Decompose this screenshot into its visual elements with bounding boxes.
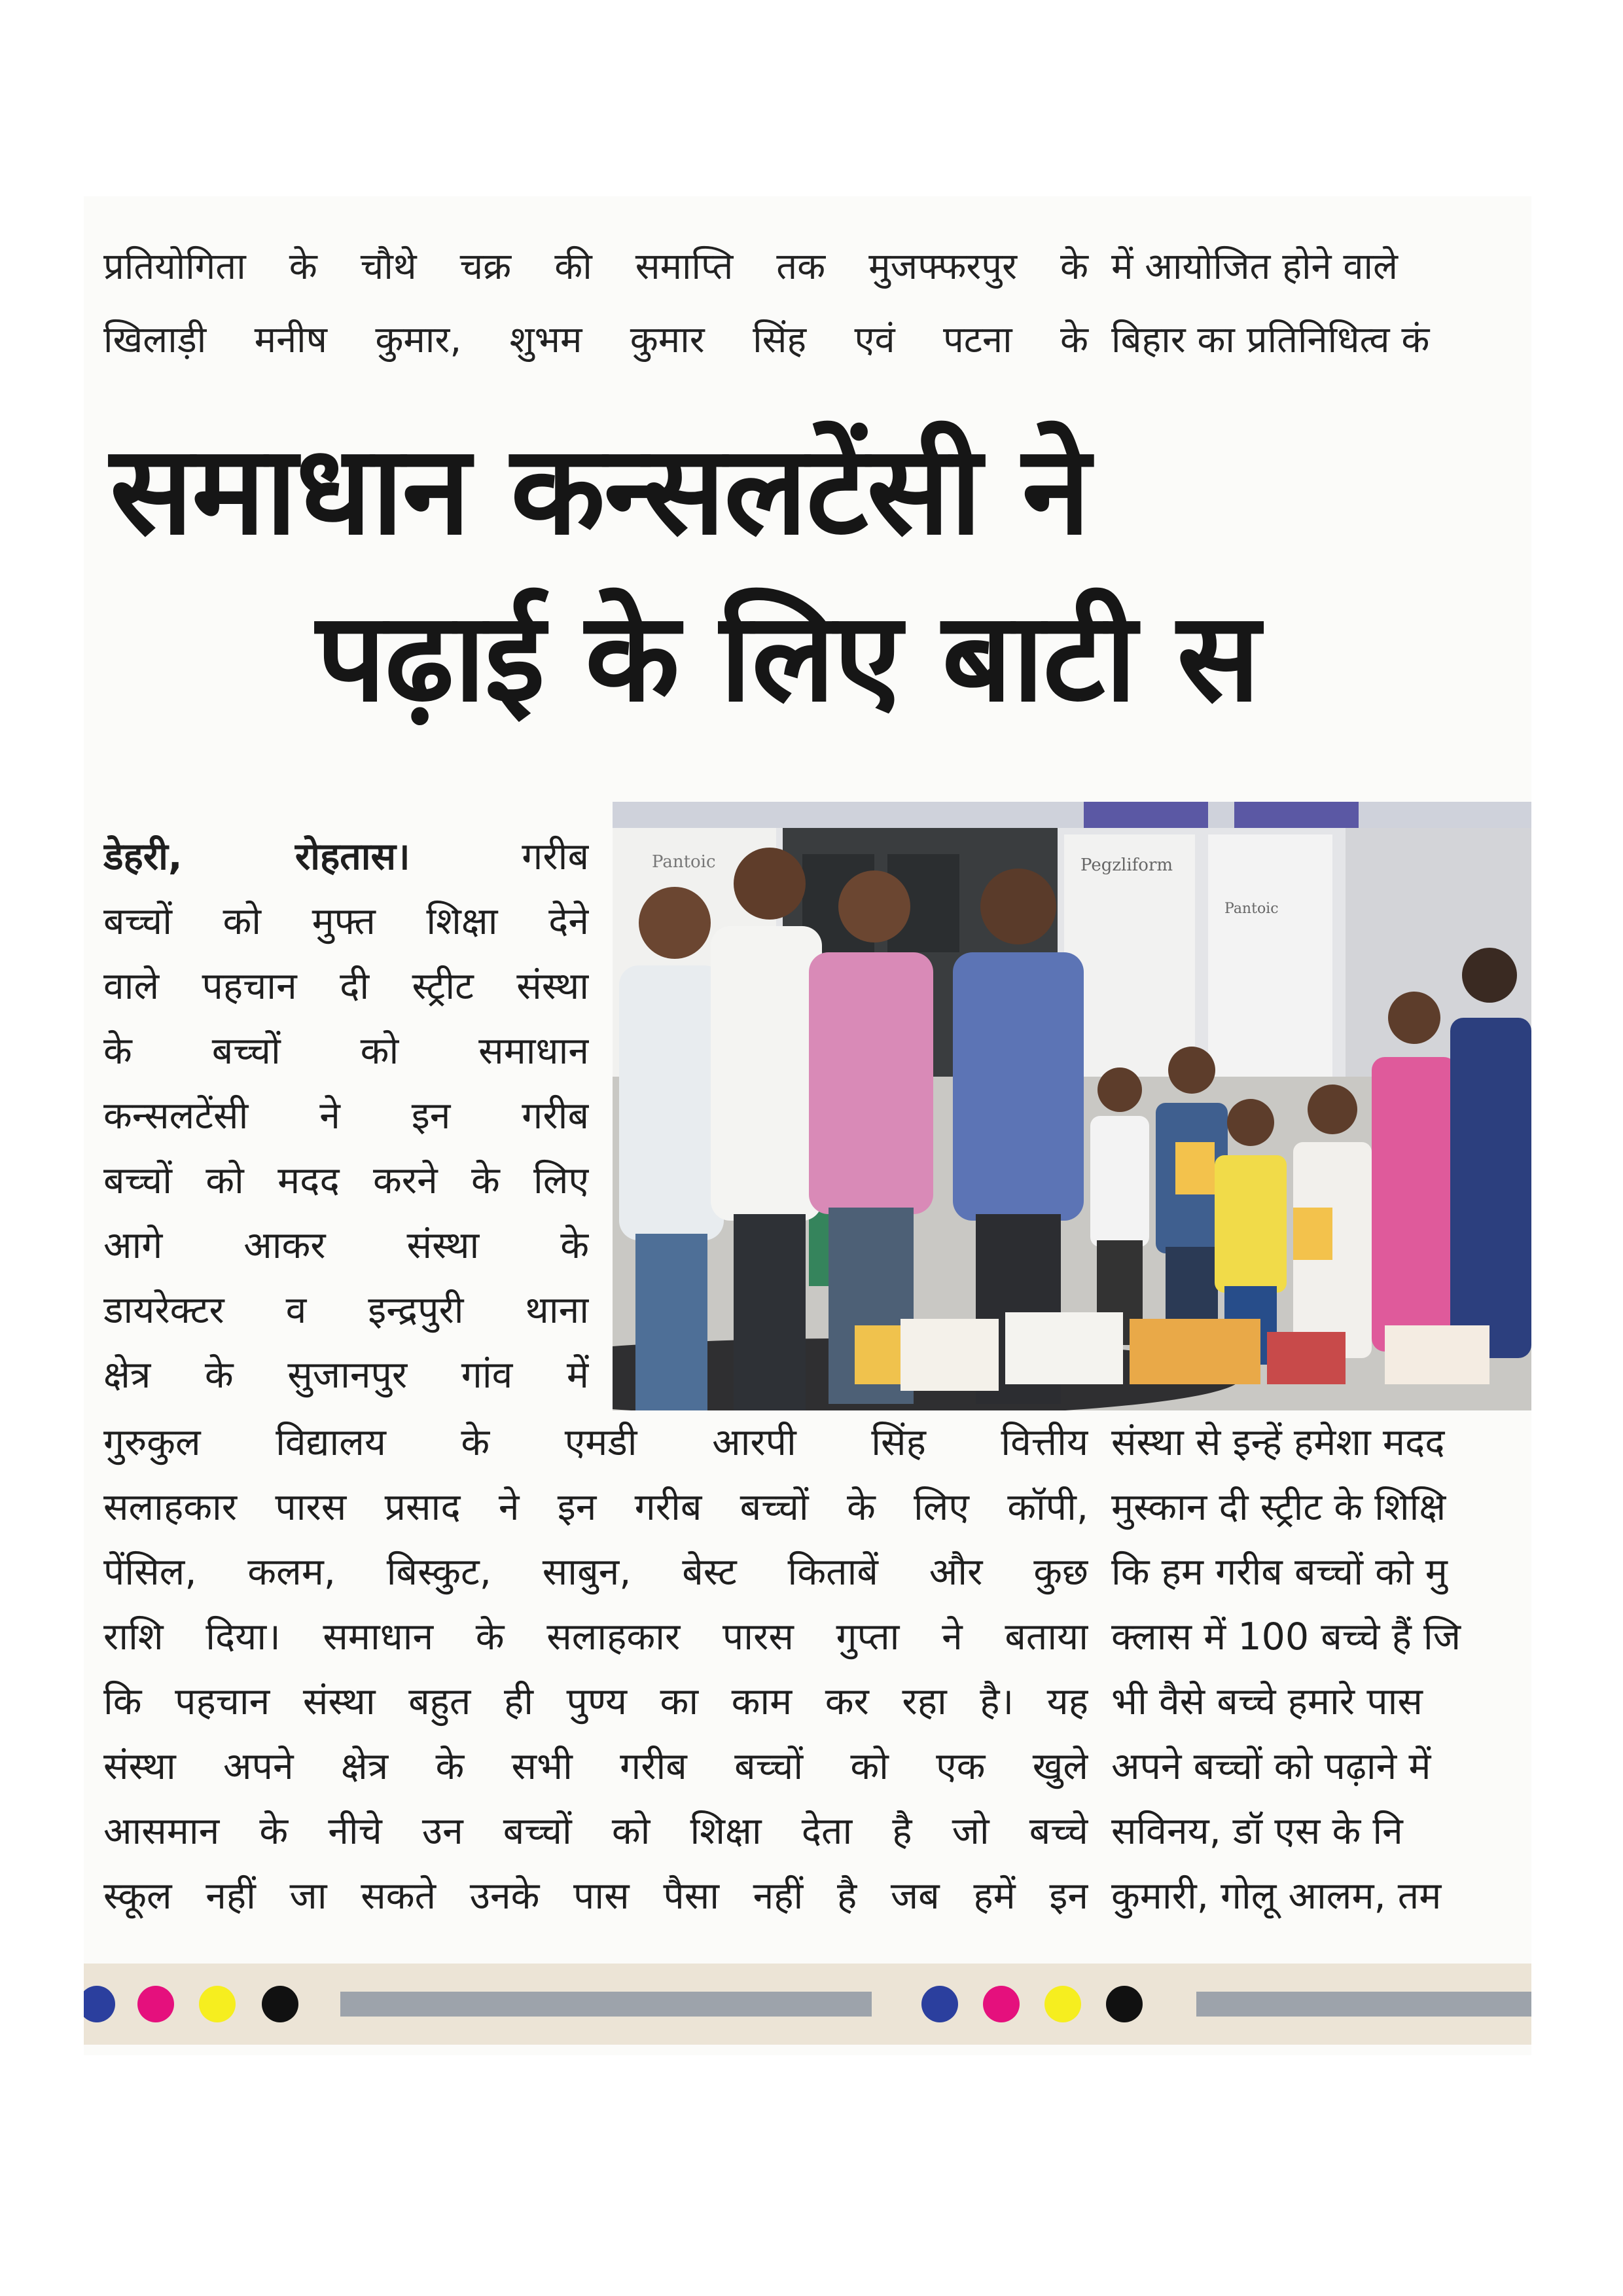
previous-article-right [1111,230,1531,377]
text-line: स्कूल नहीं जा सकते उनके पास पैसा नहीं है जब हमें इन [103,1874,1088,1918]
right-column [1111,1410,1531,1929]
text-line: में आयोजित होने वाले [1111,245,1399,288]
text-line: कन्सलटेंसी ने इन गरीब [103,1094,589,1138]
text-line: डेहरी, रोहतास। गरीब [103,835,589,878]
text-line: संस्था अपने क्षेत्र के सभी गरीब बच्चों को एक खुले [103,1745,1088,1788]
headline-line-2: पढ़ाई के लिए बाटी स [316,586,1259,729]
text-line: संस्था से इन्हें हमेशा मदद [1111,1421,1445,1464]
text-line: आसमान के नीचे उन बच्चों को शिक्षा देता है जो बच्चे [103,1810,1088,1853]
intro-column [103,825,589,1408]
registration-dot-black [1106,1986,1143,2022]
dateline: डेहरी, रोहतास। [103,835,410,878]
text-line: सविनय, डॉ एस के नि [1111,1810,1403,1853]
registration-dot-blue [84,1986,115,2022]
registration-gray-bar [340,1992,872,2017]
sign-text: Pantoic [652,852,716,872]
text-line: सलाहकार पारस प्रसाद ने इन गरीब बच्चों के लिए कॉपी, [103,1486,1088,1529]
registration-dot-yellow [199,1986,236,2022]
text-line: क्षेत्र के सुजानपुर गांव में [103,1354,589,1397]
registration-strip [84,1964,1531,2045]
sign-text: Pantoic [1224,901,1279,917]
text-line: बच्चों को मुफ्त शिक्षा देने [103,900,589,943]
registration-dot-blue [921,1986,958,2022]
text-line: भी वैसे बच्चे हमारे पास [1111,1680,1423,1723]
text-line: डायरेक्टर व इन्द्रपुरी थाना [103,1289,589,1332]
text-line: कि पहचान संस्था बहुत ही पुण्य का काम कर रहा है। यह [103,1680,1088,1723]
registration-dot-magenta [983,1986,1020,2022]
newspaper-clipping [84,196,1531,2055]
text-line: प्रतियोगिता के चौथे चक्र की समाप्ति तक मुजफ्फरपुर के [103,245,1088,288]
text-line: के बच्चों को समाधान [103,1030,589,1073]
headline-line-1: समाधान कन्सलटेंसी ने [110,419,1090,562]
text-line: कुमारी, गोलू आलम, तम [1111,1874,1442,1918]
group-photo-illustration [613,802,1531,1410]
text-line: बिहार का प्रतिनिधित्व कं [1111,319,1430,361]
news-photo [613,802,1531,1410]
text-line: क्लास में 100 बच्चे हैं जि [1111,1615,1461,1659]
text-line: गुरुकुल विद्यालय के एमडी आरपी सिंह वित्तीय [103,1421,1088,1464]
sign-text: Pegzliform [1080,855,1173,875]
registration-dot-magenta [137,1986,174,2022]
text-line: पेंसिल, कलम, बिस्कुट, साबुन, बेस्ट किताबें और कुछ [103,1551,1088,1594]
text-line: बच्चों को मदद करने के लिए [103,1159,589,1202]
previous-article-left [103,230,1088,377]
text-line: खिलाड़ी मनीष कुमार, शुभम कुमार सिंह एवं पटना के [103,319,1088,361]
body-column [103,1410,1088,1929]
text-line: कि हम गरीब बच्चों को मु [1111,1551,1448,1594]
text-line: मुस्कान दी स्ट्रीट के शिक्षि [1111,1486,1446,1529]
registration-dot-black [262,1986,298,2022]
registration-dot-yellow [1044,1986,1081,2022]
text-line: अपने बच्चों को पढ़ाने में [1111,1745,1431,1788]
registration-gray-bar [1196,1992,1531,2017]
text-line: आगे आकर संस्था के [103,1224,589,1267]
text-line: राशि दिया। समाधान के सलाहकार पारस गुप्ता ने बताया [103,1615,1088,1659]
text-line: वाले पहचान दी स्ट्रीट संस्था [103,965,589,1008]
